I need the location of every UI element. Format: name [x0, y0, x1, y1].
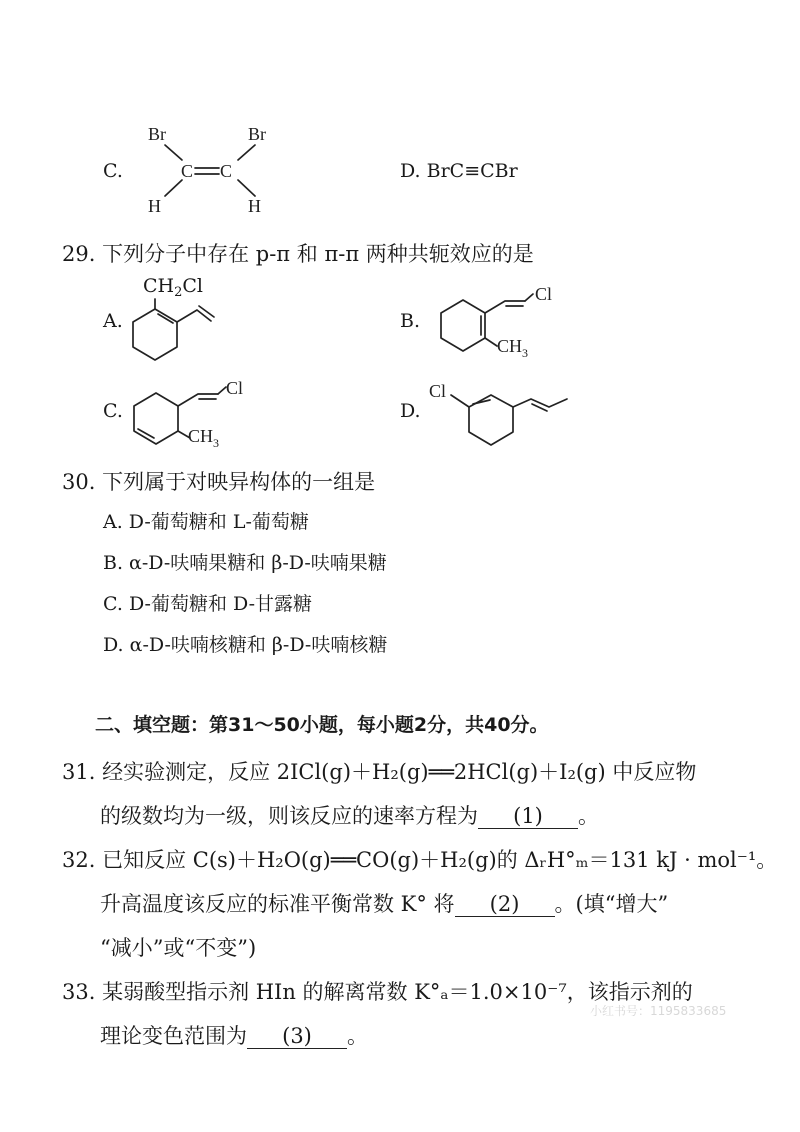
q29-option-a-label: A. — [103, 310, 123, 332]
atom-br-left: Br — [148, 124, 166, 144]
q29-option-c-structure — [120, 375, 260, 455]
q30-option-b: B. α-D-呋喃果糖和 β-D-呋喃果糖 — [103, 552, 387, 574]
atom-h-left: H — [148, 196, 161, 216]
atom-br-right: Br — [248, 124, 266, 144]
q29-option-d-label: D. — [400, 400, 421, 422]
q29-option-c-label: C. — [103, 400, 123, 422]
atom-ch3: $CH_3$ — [188, 426, 220, 450]
q29-option-b-label: B. — [400, 310, 421, 332]
q30-option-d: D. α-D-呋喃核糖和 β-D-呋喃核糖 — [103, 634, 388, 656]
q32-line3: “减小”或“不变”) — [100, 936, 257, 960]
q32-line1: 32. 已知反应 C(s)＋H₂O(g)══CO(g)＋H₂(g)的 ΔᵣH°ₘ＝131 kJ · mol⁻¹。 — [62, 848, 778, 872]
atom-cl: Cl — [226, 378, 244, 398]
atom-ch3: $CH_3$ — [497, 336, 529, 360]
q30-stem: 30. 下列属于对映异构体的一组是 — [62, 470, 376, 494]
answer-blank-3: (3) — [247, 1024, 347, 1049]
answer-blank-2: (2) — [455, 892, 555, 917]
q28-option-c-label: C. — [103, 160, 123, 182]
q29-option-a-structure — [125, 295, 235, 365]
q30-option-c: C. D-葡萄糖和 D-甘露糖 — [103, 593, 312, 615]
q30-option-a: A. D-葡萄糖和 L-葡萄糖 — [103, 511, 309, 533]
q31-line2: 的级数均为一级，则该反应的速率方程为 (1) 。 — [100, 804, 599, 828]
answer-blank-1: (1) — [478, 804, 578, 829]
q33-line2: 理论变色范围为 (3) 。 — [100, 1024, 368, 1048]
q29-stem: 29. 下列分子中存在 p-π 和 π-π 两种共轭效应的是 — [62, 242, 534, 266]
atom-cl: Cl — [535, 284, 553, 304]
watermark: 小红书号：1195833685 — [590, 1004, 727, 1018]
q28-option-d: D. BrC≡CBr — [400, 160, 518, 182]
q31-line1: 31. 经实验测定，反应 2ICl(g)＋H₂(g)══2HCl(g)＋I₂(g) 中反应物 — [62, 760, 697, 784]
q28-option-c-structure — [130, 120, 290, 220]
q29-option-d-structure — [425, 375, 575, 455]
q33-line1: 33. 某弱酸型指示剂 HIn 的解离常数 K°ₐ＝1.0×10⁻⁷，该指示剂的 — [62, 980, 693, 1004]
atom-c-right: C — [220, 161, 233, 181]
atom-h-right: H — [248, 196, 261, 216]
atom-cl: Cl — [429, 381, 447, 401]
section-heading: 二、填空题：第31～50小题，每小题2分，共40分。 — [95, 714, 549, 736]
q29-option-b-structure — [425, 280, 565, 360]
q29-option-a-substituent: $CH_2Cl$ — [143, 275, 204, 300]
q32-line2: 升高温度该反应的标准平衡常数 K° 将 (2) 。(填“增大” — [100, 892, 669, 916]
atom-c-left: C — [181, 161, 194, 181]
